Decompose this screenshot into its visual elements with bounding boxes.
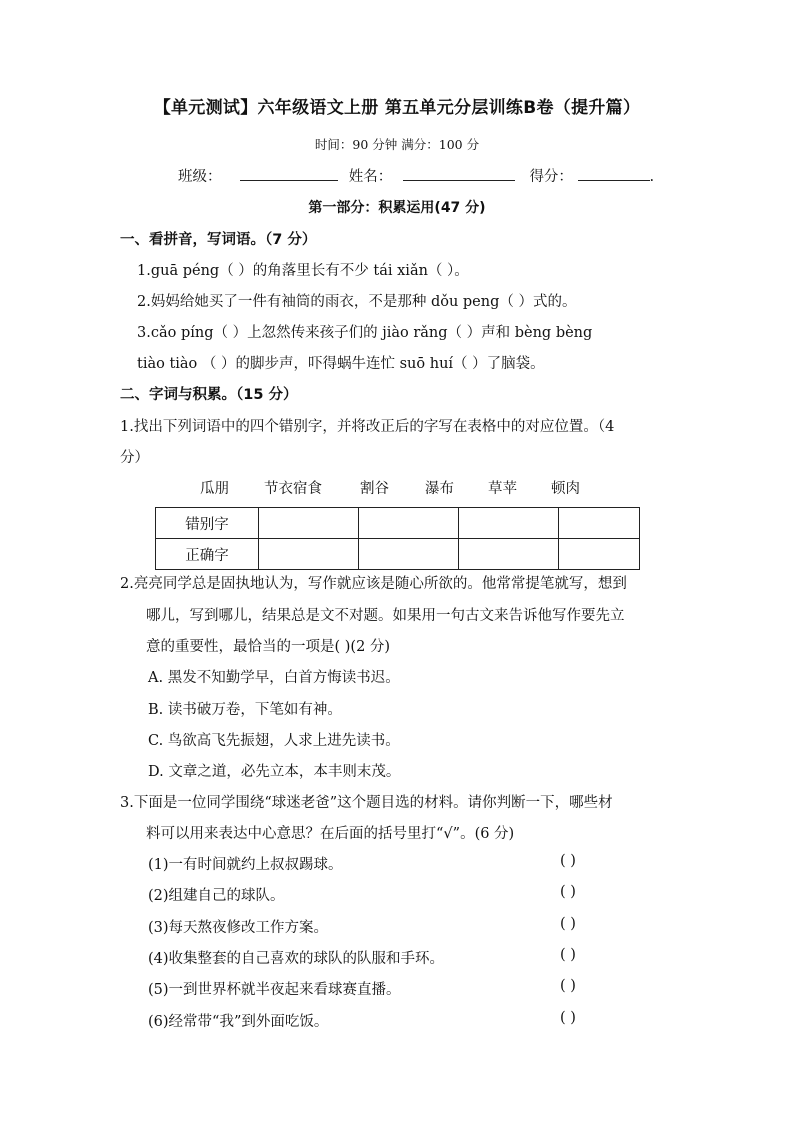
word-item: 顿肉 xyxy=(551,481,580,497)
s2-question-3-line1: 3.下面是一位同学围绕“球迷老爸”这个题目选的材料。请你判断一下，哪些材 xyxy=(120,795,613,811)
answer-cell[interactable] xyxy=(359,539,459,570)
answer-cell[interactable] xyxy=(559,539,640,570)
check-paren-4[interactable]: ( ) xyxy=(560,947,576,963)
material-item-6: (6)经常带“我”到外面吃饭。 xyxy=(148,1014,329,1030)
s1-question-3-line1: 3.cǎo píng（ ）上忽然传来孩子们的 jiào rǎng（ ）声和 bèng bèng xyxy=(137,325,593,341)
option-c: C. 鸟欲高飞先振翅，人求上进先读书。 xyxy=(148,733,400,749)
word-list xyxy=(0,477,794,497)
s2-question-2-line3: 意的重要性，最恰当的一项是( )(2 分) xyxy=(146,639,391,655)
material-item-4: (4)收集整套的自己喜欢的球队的队服和手环。 xyxy=(148,951,445,967)
word-item: 草苹 xyxy=(488,481,517,497)
student-info-row: 班级： 姓名： 得分： . xyxy=(178,165,654,186)
page-title: 【单元测试】六年级语文上册 第五单元分层训练B卷（提升篇） xyxy=(153,98,641,118)
class-field[interactable] xyxy=(240,166,338,181)
answer-cell[interactable] xyxy=(259,508,359,539)
correction-table xyxy=(155,507,640,570)
s2-question-1-line2: 分） xyxy=(120,450,149,466)
material-item-2: (2)组建自己的球队。 xyxy=(148,888,285,904)
check-paren-3[interactable]: ( ) xyxy=(560,916,576,932)
option-a: A. 黑发不知勤学早，白首方悔读书迟。 xyxy=(148,670,400,686)
material-item-5: (5)一到世界杯就半夜起来看球赛直播。 xyxy=(148,982,401,998)
table-row xyxy=(156,539,640,570)
section2-heading: 二、字词与积累。（15 分） xyxy=(120,387,298,403)
name-label: 姓名： xyxy=(348,169,393,185)
name-field[interactable] xyxy=(403,166,515,181)
s1-question-1: 1.guā péng（ ）的角落里长有不少 tái xiǎn（ ）。 xyxy=(137,263,469,279)
table-row xyxy=(156,508,640,539)
answer-cell[interactable] xyxy=(459,508,559,539)
answer-cell[interactable] xyxy=(559,508,640,539)
check-paren-1[interactable]: ( ) xyxy=(560,853,576,869)
word-item: 割谷 xyxy=(360,481,389,497)
class-label: 班级： xyxy=(178,169,222,185)
wrong-char-label: 错别字 xyxy=(156,508,259,539)
s2-question-1-line1: 1.找出下列词语中的四个错别字，并将改正后的字写在表格中的对应位置。（4 xyxy=(120,419,615,435)
word-item: 瀑布 xyxy=(425,481,454,497)
s2-question-2-line1: 2.亮亮同学总是固执地认为，写作就应该是随心所欲的。他常常提笔就写，想到 xyxy=(120,576,627,592)
s2-question-2-line2: 哪儿，写到哪儿，结果总是文不对题。如果用一句古文来告诉他写作要先立 xyxy=(146,608,625,624)
option-d: D. 文章之道，必先立本，本丰则末茂。 xyxy=(148,764,401,780)
word-item: 节衣宿食 xyxy=(264,481,322,497)
answer-cell[interactable] xyxy=(259,539,359,570)
score-label: 得分： xyxy=(529,169,573,185)
s2-question-3-line2: 料可以用来表达中心意思？在后面的括号里打“√”。(6 分) xyxy=(146,826,515,842)
material-item-3: (3)每天熬夜修改工作方案。 xyxy=(148,920,329,936)
check-paren-6[interactable]: ( ) xyxy=(560,1010,576,1026)
answer-cell[interactable] xyxy=(459,539,559,570)
s1-question-3-line2: tiào tiào （ ）的脚步声，吓得蜗牛连忙 suō huí（ ）了脑袋。 xyxy=(137,356,545,372)
exam-meta: 时间：90 分钟 满分：100 分 xyxy=(314,137,480,152)
option-b: B. 读书破万卷，下笔如有神。 xyxy=(148,702,342,718)
word-item: 瓜朋 xyxy=(200,481,229,497)
material-item-1: (1)一有时间就约上叔叔踢球。 xyxy=(148,857,343,873)
check-paren-2[interactable]: ( ) xyxy=(560,884,576,900)
check-paren-5[interactable]: ( ) xyxy=(560,978,576,994)
answer-cell[interactable] xyxy=(359,508,459,539)
s1-question-2: 2.妈妈给她买了一件有袖筒的雨衣，不是那种 dǒu peng（ ）式的。 xyxy=(137,294,577,310)
correct-char-label: 正确字 xyxy=(156,539,259,570)
score-field[interactable] xyxy=(578,166,650,181)
section1-heading: 一、看拼音，写词语。（7 分） xyxy=(120,232,317,248)
part1-title: 第一部分：积累运用(47 分) xyxy=(308,200,486,216)
